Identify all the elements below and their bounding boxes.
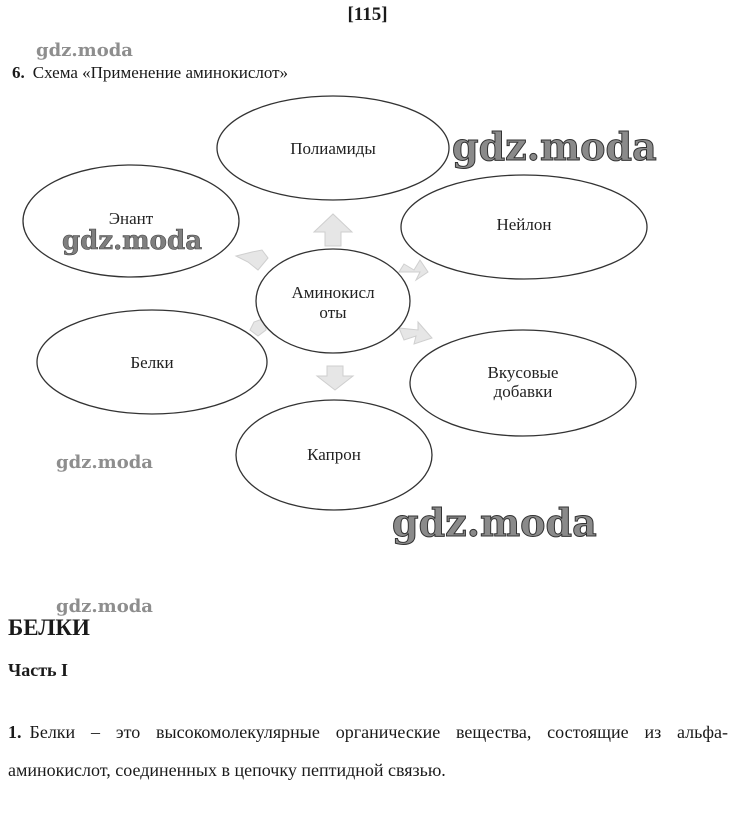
list-item [8, 713, 728, 789]
watermark: gdz.moda [56, 596, 153, 617]
item-text: Белки – это высокомолекулярные органические вещества, состоящие из альфа-аминокислот, соединенных в цепочку пептидной связью. [8, 722, 728, 780]
section-title: БЕЛКИ [8, 615, 90, 640]
watermark: gdz.moda [452, 124, 657, 169]
label-enant: Энант [108, 209, 154, 228]
page-number: [115] [347, 4, 388, 25]
watermark: gdz.moda [56, 452, 153, 473]
watermark: gdz.moda [36, 40, 133, 61]
part-title: Часть I [8, 660, 69, 680]
watermark: gdz.moda [392, 500, 597, 545]
arrow-down [317, 366, 353, 390]
label-nylon: Нейлон [496, 215, 552, 234]
label-proteins: Белки [130, 353, 174, 372]
task-title-text: Схема «Применение аминокислот» [32, 63, 289, 82]
label-flavor-line2: добавки [493, 382, 553, 401]
label-flavor-line1: Вкусовые [487, 363, 559, 382]
label-polyamides: Полиамиды [290, 139, 376, 158]
label-center-line2: оты [319, 303, 347, 322]
item-number: 1. [8, 722, 22, 742]
task-number: 6. [12, 63, 25, 82]
label-capron: Капрон [307, 445, 361, 464]
arrow-right [399, 322, 432, 344]
watermark: gdz.moda [62, 226, 203, 256]
arrow-upper-right [399, 260, 428, 280]
arrow-up [314, 214, 352, 246]
label-center-line1: Аминокисл [291, 283, 375, 302]
arrow-upper-left [236, 250, 268, 270]
